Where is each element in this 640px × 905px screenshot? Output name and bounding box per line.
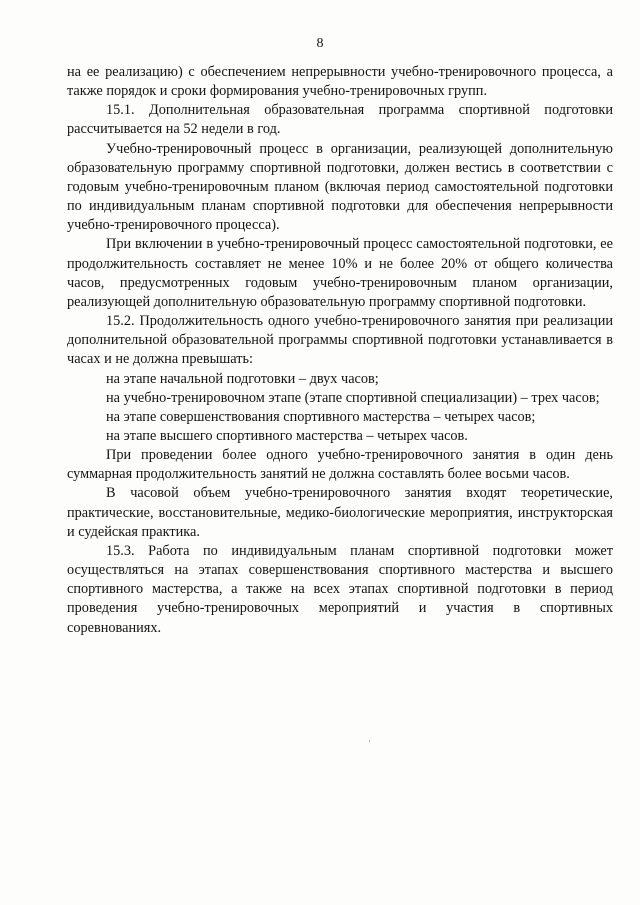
list-item-improvement-stage: на этапе совершенствования спортивного мастерства – четырех часов; <box>106 408 536 425</box>
paragraph-15-2: 15.2. Продолжительность одного учебно-тренировочного занятия при реализации дополнительной образовательной программы спортивной подготовки устанавливается в часах и не должна превышать: <box>67 313 613 368</box>
list-item-training-stage: на учебно-тренировочном этапе (этапе спортивной специализации) – трех часов; <box>106 389 600 406</box>
page-number: 8 <box>316 36 324 51</box>
paragraph-multiple-sessions: При проведении более одного учебно-тренировочного занятия в один день суммарная продолжительность занятий не должна составлять более восьми часов. <box>67 447 613 483</box>
paragraph-self-preparation: При включении в учебно-тренировочный процесс самостоятельной подготовки, ее продолжительность составляет не менее 10% и не более 20% от общего количества часов, предусмотренных годовым учебно-тренировочным планом организации, реализующей дополнительную образовательную программу спортивной подготовки. <box>67 236 613 310</box>
paragraph-15-3: 15.3. Работа по индивидуальным планам спортивной подготовки может осуществляться на этапах совершенствования спортивного мастерства и высшего спортивного мастерства, а также на всех этапах спортивной подготовки в период проведения учебно-тренировочных мероприятий и участия в спортивных соревнованиях. <box>67 542 613 636</box>
list-item-highest-stage: на этапе высшего спортивного мастерства – четырех часов. <box>106 427 468 444</box>
paragraph-session-volume: В часовой объем учебно-тренировочного занятия входят теоретические, практические, восстановительные, медико-биологические мероприятия, инструкторская и судейская практика. <box>67 485 613 540</box>
scan-artifact <box>369 740 370 742</box>
paragraph-training-process: Учебно-тренировочный процесс в организации, реализующей дополнительную образовательную программу спортивной подготовки, должен вестись в соответствии с годовым учебно-тренировочным планом (включая период самостоятельной подготовки по индивидуальным планам спортивной подготовки для обеспечения непрерывности учебно-тренировочного процесса). <box>67 140 613 234</box>
list-item-initial-stage: на этапе начальной подготовки – двух часов; <box>106 370 379 387</box>
document-body <box>67 63 613 638</box>
paragraph-continuation: на ее реализацию) с обеспечением непрерывности учебно-тренировочного процесса, а также порядок и сроки формирования учебно-тренировочных групп. <box>67 64 613 100</box>
paragraph-15-1: 15.1. Дополнительная образовательная программа спортивной подготовки рассчитывается на 52 недели в год. <box>67 102 613 138</box>
